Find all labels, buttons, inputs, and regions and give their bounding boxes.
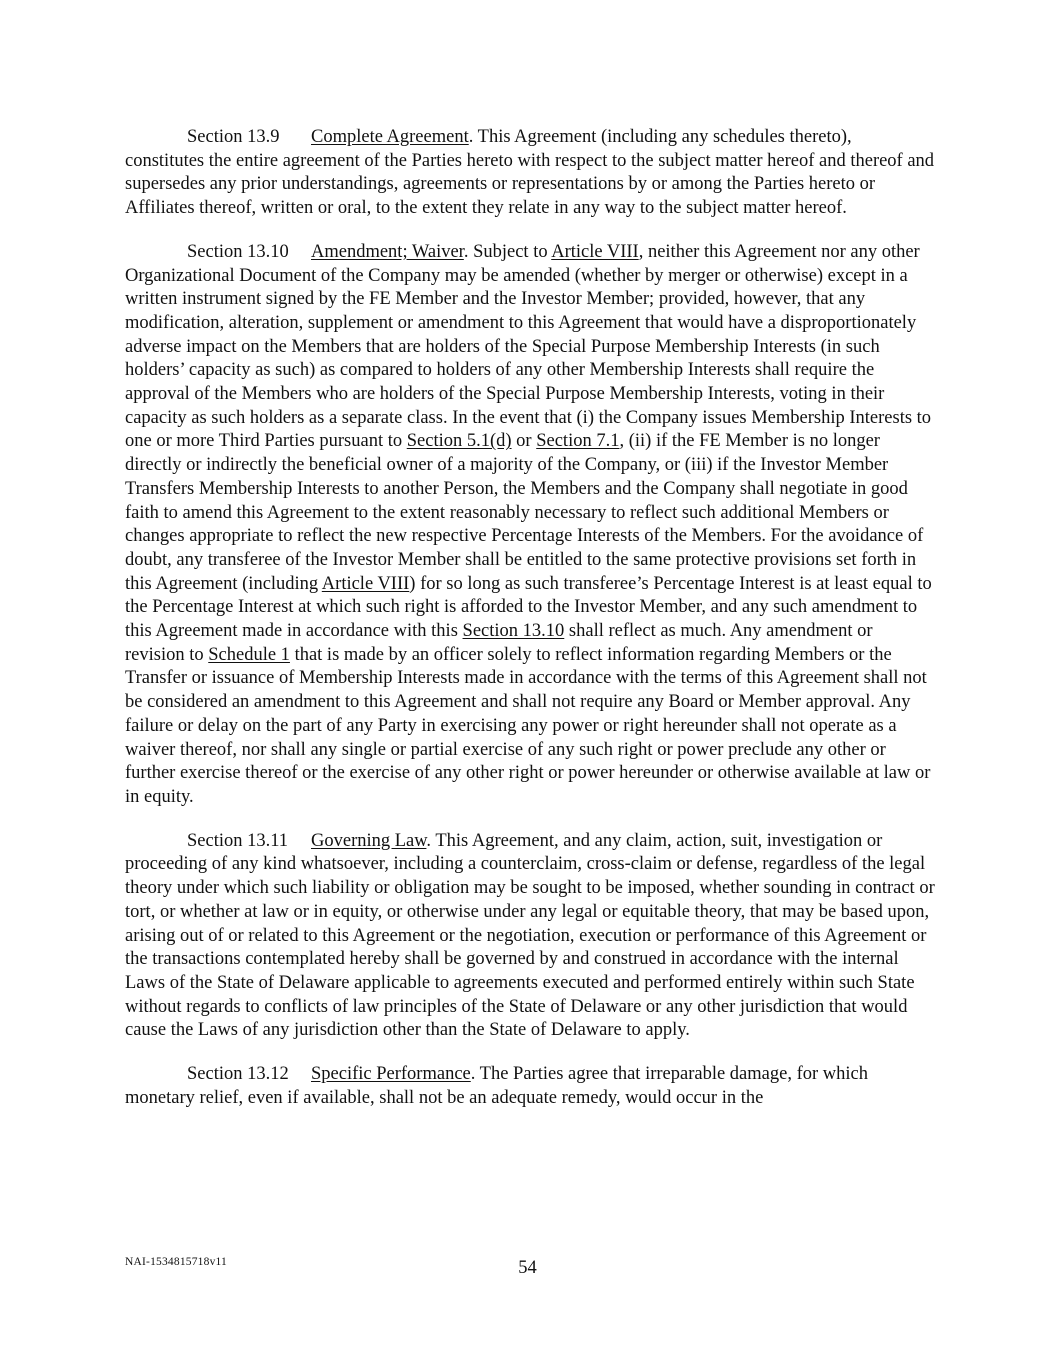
section-text: ) for so long as such transferee’s Percentage Interest is at least equal to the Percentage Interest at which such right is afforded to the Investor Member, and any such amendment to this Agreement made in accordance with this — [125, 573, 932, 642]
cross-reference: Article VIII — [321, 573, 410, 594]
section-text: . This Agreement (including any schedules thereto), constitutes the entire agreement of the Parties hereto with respect to the subject matter hereof and thereof and supersedes any prior understandings, agreements or representations by or among the Parties hereto or Affiliates thereof, written or oral, to the extent they relate in any way to the subject matter hereof. — [125, 127, 935, 219]
cross-reference: Schedule 1 — [208, 644, 290, 665]
section-number: Section 13.12 — [187, 1064, 289, 1085]
section-heading: Governing Law — [311, 830, 427, 851]
section-13-11 — [125, 830, 935, 1043]
section-text: , neither this Agreement nor any other Organizational Document of the Company may be amended (whether by merger or otherwise) except in a written instrument signed by the FE Member and the Investor Member; provided, however, that any modification, alteration, supplement or amendment to this Agreement that would have a disproportionately adverse impact on the Members that are holders of the Special Purpose Membership Interests (in such holders’ capacity as such) as compared to holders of any other Membership Interests shall require the approval of the Members who are holders of the Special Purpose Membership Interests, voting in their capacity as such holders as a separate class. In the event that (i) the Company issues Membership Interests to one or more Third Parties pursuant to — [125, 241, 932, 452]
section-13-10 — [125, 241, 935, 810]
section-text: shall reflect as much. Any amendment or revision to — [125, 621, 873, 665]
section-text: or — [511, 431, 537, 452]
section-heading: Amendment; Waiver — [311, 241, 464, 262]
document-page — [125, 126, 935, 1130]
section-13-12 — [125, 1063, 935, 1110]
section-number: Section 13.9 — [187, 127, 280, 147]
section-number: Section 13.10 — [187, 241, 289, 262]
page-number: 54 — [518, 1258, 537, 1278]
section-text: . Subject to — [463, 241, 552, 262]
document-id: NAI-1534815718v11 — [125, 1256, 227, 1268]
section-text: , (ii) if the FE Member is no longer directly or indirectly the beneficial owner of a majority of the Company, or (iii) if the Investor Member Transfers Membership Interests to another Person, the Members and the Company shall negotiate in good faith to amend this Agreement to the extent reasonably necessary to reflect such additional Members or changes appropriate to reflect the new respective Percentage Interests of the Members. For the avoidance of doubt, any transferee of the Investor Member shall be entitled to the same protective provisions set forth in this Agreement (including — [125, 431, 924, 594]
cross-reference: Article VIII — [551, 241, 639, 262]
section-heading: Specific Performance — [311, 1064, 471, 1085]
section-text: . This Agreement, and any claim, action, suit, investigation or proceeding of any kind whatsoever, including a counterclaim, cross-claim or defense, regardless of the legal theory under which such liability or obligation may be sought to be imposed, whether sounding in contract or tort, or whether at law or in equity, or otherwise under any legal or equitable theory, that may be based upon, arising out of or related to this Agreement or the negotiation, execution or performance of this Agreement or the transactions contemplated hereby shall be governed by and construed in accordance with the internal Laws of the State of Delaware applicable to agreements executed and performed entirely within such State without regards to conflicts of law principles of the State of Delaware or any other jurisdiction that would cause the Laws of any jurisdiction other than the State of Delaware to apply. — [125, 830, 935, 1041]
cross-reference: Section 7.1 — [536, 431, 620, 452]
section-text: that is made by an officer solely to reflect information regarding Members or the Transfer or issuance of Membership Interests made in accordance with the terms of this Agreement shall not be considered an amendment to this Agreement and shall not require any Board or Member approval. Any failure or delay on the part of any Party in exercising any power or right hereunder shall not operate as a waiver thereof, nor shall any single or partial exercise of any such right or power preclude any other or further exercise thereof or the exercise of any other right or power hereunder or otherwise available at law or in equity. — [125, 644, 931, 807]
section-number: Section 13.11 — [187, 830, 289, 851]
cross-reference: Section 13.10 — [462, 621, 565, 642]
section-heading: Complete Agreement — [311, 127, 469, 147]
cross-reference: Section 5.1(d) — [406, 431, 512, 452]
section-text: . The Parties agree that irreparable damage, for which monetary relief, even if available, shall not be an adequate remedy, would occur in the — [125, 1064, 868, 1108]
section-13-9 — [125, 126, 935, 221]
